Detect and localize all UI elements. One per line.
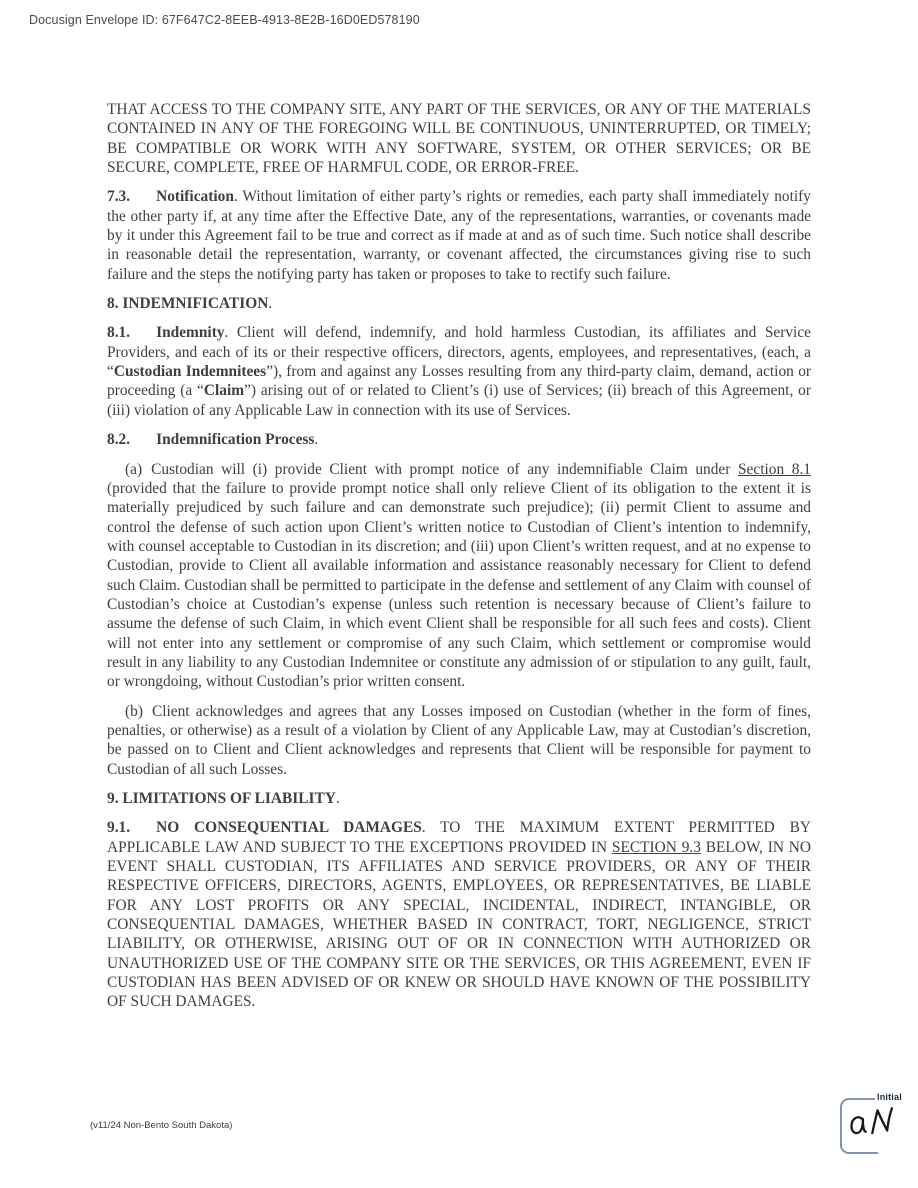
text-run: Indemnity — [156, 324, 225, 342]
text-run: . Without limitation of either party’s rights or remedies, each party shall immediately notify the other party if, at any time after the Effective Date, any of the representations, warranties, or covenants made by it under this Agreement fail to be true and correct as if made at and as of such time. Such notice shall describe in reasonable detail the representation, warranty, or covenant affected, the circumstances giving rise to such failure and the steps the notifying party has taken or proposes to take to rectify such failure. — [107, 188, 811, 283]
text-run: 8.2. — [107, 431, 131, 449]
text-run: . TO THE MAXIMUM EXTENT PERMITTED BY APPLICABLE LAW AND SUBJECT TO THE EXCEPTIONS PROVIDED IN — [107, 819, 811, 856]
text-run: Section 8.1 — [737, 460, 811, 478]
text-run: (provided that the failure to provide prompt notice shall only relieve Client of its obligation to the extent it is materially prejudiced by such failure and can demonstrate such prejudice); (ii) permit Client to assume and control the defense of such action upon Client’s written notice to Custodian of Client’s intention to indemnify, with counsel acceptable to Custodian in its discretion; and (iii) upon Client’s written request, and at no expense to Custodian, provide to Client all available information and assistance reasonably necessary for Client to defend such Claim. Custodian shall be permitted to participate in the defense and settlement of any Claim with counsel of Custodian’s choice at Custodian’s expense (unless such retention is necessary because of Client’s failure to assume the defense of such Claim, in which event Client shall be responsible for all such fees and costs). Client will not enter into any settlement or compromise of any such Claim, which settlement or compromise would result in any liability to any Custodian Indemnitee or constitute any admission of or stipulation to any guilt, fault, or wrongdoing, without Custodian’s prior written consent. — [107, 479, 811, 691]
initial-letter-a-stroke — [851, 1117, 866, 1133]
section-8-heading — [107, 294, 811, 313]
text-run: Claim — [203, 382, 245, 400]
text-run: . Client will defend, indemnify, and hold harmless Custodian, its affiliates and Service Providers, and each of its or their respective officers, directors, agents, employees, and representatives, (each, a “ — [107, 324, 811, 381]
section-8-2-a — [107, 460, 811, 692]
text-run: NO CONSEQUENTIAL DAMAGES — [156, 819, 422, 837]
text-run: ”) arising out of or related to Client’s (i) use of Services; (ii) breach of this Agreement, or (iii) violation of any Applicable Law in connection with its use of Services. — [107, 382, 811, 419]
text-run: ”), from and against any Losses resulting from any third-party claim, demand, action or proceeding (a “ — [107, 363, 812, 400]
text-run: 9.1. — [107, 819, 131, 837]
document-body — [107, 100, 811, 1022]
section-9-1-no-consequential-damages — [107, 818, 811, 1011]
docusign-envelope-id: Docusign Envelope ID: 67F647C2-8EEB-4913-8E2B-16D0ED578190 — [29, 13, 420, 27]
section-8-1-indemnity — [107, 323, 811, 420]
text-run: THAT ACCESS TO THE COMPANY SITE, ANY PART OF THE SERVICES, OR ANY OF THE MATERIALS CONTAINED IN ANY OF THE FOREGOING WILL BE CONTINUOUS, UNINTERRUPTED, OR TIMELY; BE COMPATIBLE OR WORK WITH ANY SOFTWARE, SYSTEM, OR OTHER SERVICES; OR BE SECURE, COMPLETE, FREE OF HARMFUL CODE, OR ERROR-FREE. — [107, 101, 811, 177]
text-run: 8. INDEMNIFICATION — [107, 295, 269, 313]
warranty-disclaimer-paragraph — [107, 100, 811, 177]
text-run: . — [268, 295, 273, 313]
text-run: . — [314, 431, 319, 449]
initials-value — [840, 1098, 841, 1099]
section-9-heading — [107, 789, 811, 808]
text-run: . — [335, 790, 340, 807]
initial-field[interactable] — [840, 1092, 918, 1158]
text-run: Notification — [156, 188, 234, 206]
text-run: (a) — [125, 460, 143, 478]
section-7-3-notification — [107, 187, 811, 284]
text-run: Custodian will (i) provide Client with prompt notice of any indemnifiable Claim under — [151, 460, 738, 478]
text-run: BELOW, IN NO EVENT SHALL CUSTODIAN, ITS AFFILIATES AND SERVICE PROVIDERS, OR ANY OF THEIR RESPECTIVE OFFICERS, DIRECTORS, AGENTS, EMPLOYEES, OR REPRESENTATIVES, BE LIABLE FOR ANY LOST PROFITS OR ANY SPECIAL, INCIDENTAL, INDIRECT, INTANGIBLE, OR CONSEQUENTIAL DAMAGES, WHETHER BASED IN CONTRACT, TORT, NEGLIGENCE, STRICT LIABILITY, OR OTHERWISE, ARISING OUT OF OR IN CONNECTION WITH AUTHORIZED OR UNAUTHORIZED USE OF THE COMPANY SITE OR THE SERVICES, OR THIS AGREEMENT, EVEN IF CUSTODIAN HAS BEEN ADVISED OF OR KNEW OR SHOULD HAVE KNOWN OF THE POSSIBILITY OF SUCH DAMAGES. — [107, 838, 811, 1011]
initial-label: Initial — [877, 1092, 902, 1102]
footer-version-note: (v11/24 Non-Bento South Dakota) — [90, 1120, 233, 1131]
text-run: Custodian Indemnitees — [113, 363, 267, 381]
text-run: 7.3. — [107, 188, 131, 206]
initial-letter-n-stroke — [871, 1108, 892, 1133]
initials-handwriting-icon — [847, 1102, 901, 1148]
text-run: 8.1. — [107, 324, 131, 342]
text-run: (b) — [125, 702, 143, 720]
text-run: Indemnification Process — [156, 431, 315, 449]
section-8-2-b — [107, 702, 811, 779]
text-run: SECTION 9.3 — [611, 838, 701, 856]
section-8-2-heading — [107, 430, 811, 449]
text-run: 9. LIMITATIONS OF LIABILITY — [107, 790, 336, 807]
text-run: Client acknowledges and agrees that any Losses imposed on Custodian (whether in the form of fines, penalties, or otherwise) as a result of a violation by Client of any Applicable Law, may at Custodian’s discretion, be passed on to Client and Client acknowledges and represents that Client will be responsible for payment to Custodian of all such Losses. — [107, 702, 811, 778]
